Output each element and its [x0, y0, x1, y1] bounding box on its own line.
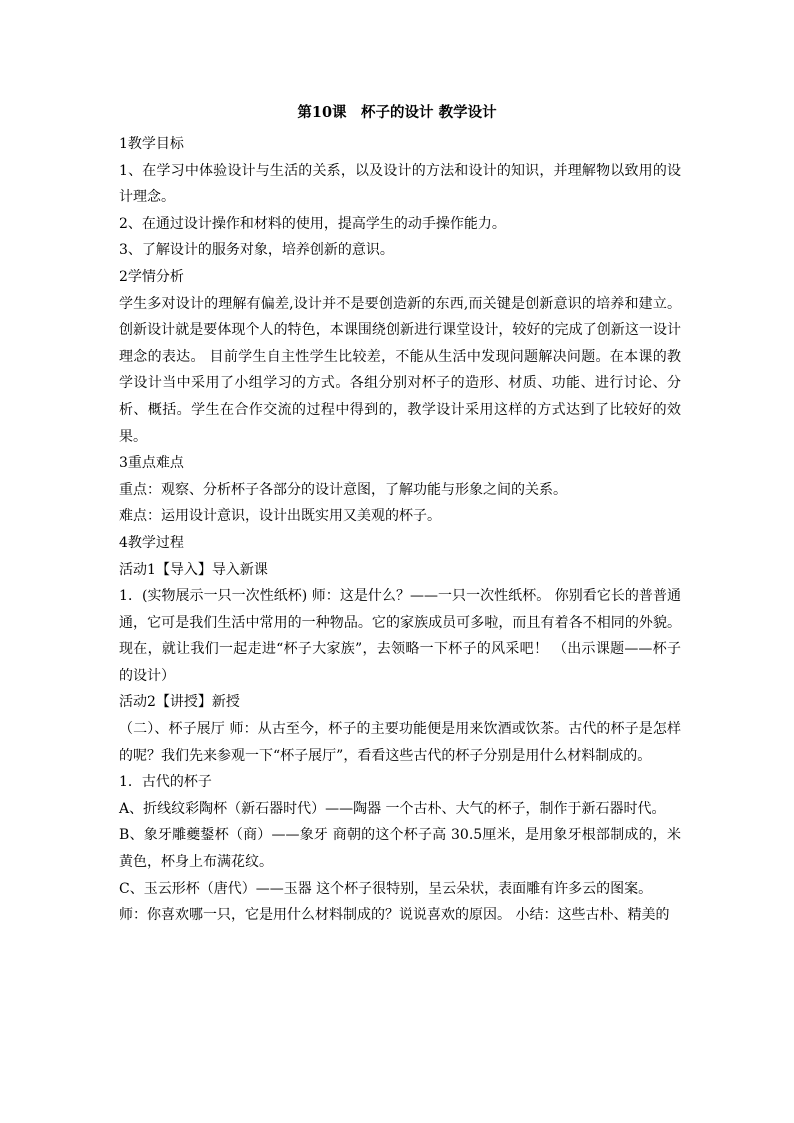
analysis-paragraph: 学生多对设计的理解有偏差,设计并不是要创造新的东西,而关键是创新意识的培养和建立。创新设计就是要体现个人的特色，本课围绕创新进行课堂设计，较好的完成了创新这一设计理念的表达。 目前学生自主性学生比较差，不能从生活中发现问题解决问题。在本课的教学设计当中采用了小组学习的方式。各组分别对杯子的造形、材质、功能、进行讨论、分析、概括。学生在合作交流的过程中得到的，教学设计采用这样的方式达到了比较好的效果。 — [119, 295, 681, 445]
section-heading-keypoints: 3重点难点 — [119, 455, 184, 472]
difficulty-text: 难点：运用设计意识，设计出既实用又美观的杯子。 — [119, 508, 441, 525]
activity-1-text: 1．(实物展示一只一次性纸杯) 师：这是什么？——一只一次性纸杯。 你别看它长的普普通通，它可是我们生活中常用的一种物品。它的家族成员可多啦，而且有着各不相同的外貌。现在，就让我们一起走进“杯子大家族”，去领略一下杯子的风采吧！ （出示课题——杯子的设计） — [119, 588, 681, 684]
activity-1-heading: 活动1【导入】导入新课 — [119, 561, 268, 578]
section-heading-analysis: 2学情分析 — [119, 268, 184, 285]
cup-item-a: A、折线纹彩陶杯（新石器时代）——陶器 一个古朴、大气的杯子，制作于新石器时代。 — [119, 800, 666, 817]
goal-item-3: 3、了解设计的服务对象，培养创新的意识。 — [119, 242, 394, 259]
cup-item-c: C、玉云形杯（唐代）——玉器 这个杯子很特别，呈云朵状，表面雕有许多云的图案。 — [119, 880, 653, 897]
activity-2-heading: 活动2【讲授】新授 — [119, 694, 240, 711]
document-title: 第10课 杯子的设计 教学设计 — [297, 104, 497, 121]
cup-item-b: B、象牙雕夔鋬杯（商）——象牙 商朝的这个杯子高 30.5厘米，是用象牙根部制成的，米黄色，杯身上布满花纹。 — [119, 827, 681, 871]
activity-2-intro: （二）、杯子展厅 师：从古至今，杯子的主要功能便是用来饮酒或饮茶。古代的杯子是怎样的呢？我们先来参观一下“杯子展厅”，看看这些古代的杯子分别是用什么材料制成的。 — [119, 721, 681, 764]
section-heading-goals: 1教学目标 — [119, 136, 184, 152]
section-heading-process: 4教学过程 — [119, 534, 184, 551]
teacher-question: 师：你喜欢哪一只，它是用什么材料制成的？说说喜欢的原因。 小结：这些古朴、精美的 — [119, 907, 670, 924]
goal-item-2: 2、在通过设计操作和材料的使用，提高学生的动手操作能力。 — [119, 215, 506, 232]
keypoint-text: 重点：观察、分析杯子各部分的设计意图，了解功能与形象之间的关系。 — [119, 481, 567, 498]
ancient-cups-heading: 1．古代的杯子 — [119, 774, 212, 791]
goal-item-1: 1、在学习中体验设计与生活的关系，以及设计的方法和设计的知识，并理解物以致用的设计理念。 — [119, 162, 681, 206]
document-body — [119, 131, 681, 929]
